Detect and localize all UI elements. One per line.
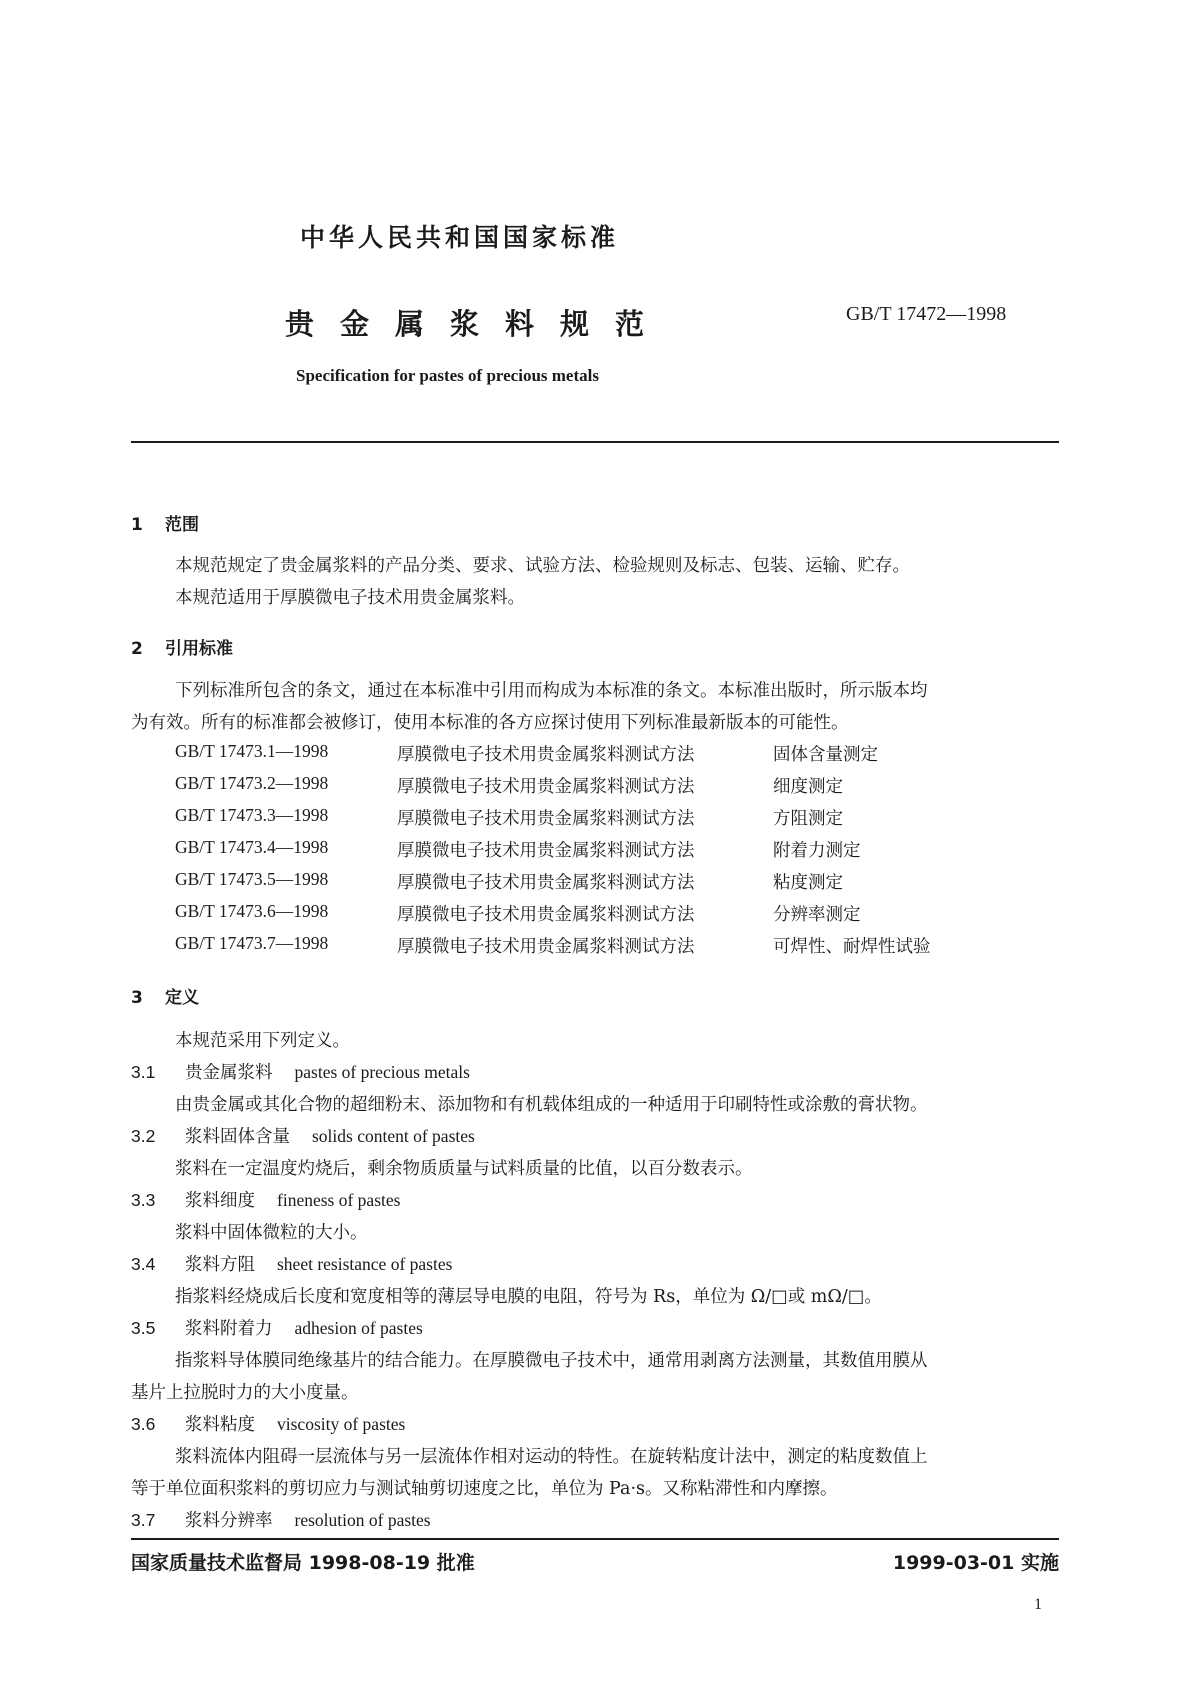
section-1-heading bbox=[131, 510, 199, 535]
reference-code: GB/T 17473.3—1998 bbox=[175, 805, 329, 825]
reference-code: GB/T 17473.1—1998 bbox=[175, 741, 329, 761]
definition-heading bbox=[131, 1507, 431, 1532]
section-2-paragraph-line-1: 下列标准所包含的条文，通过在本标准中引用而构成为本标准的条文。本标准出版时，所示版本均 bbox=[175, 681, 928, 701]
definition-term-en: fineness of pastes bbox=[277, 1190, 401, 1210]
reference-test: 细度测定 bbox=[773, 777, 843, 797]
definition-text: 浆料在一定温度灼烧后，剩余物质质量与试料质量的比值，以百分数表示。 bbox=[175, 1159, 753, 1179]
approval-date: 国家质量技术监督局 1998-08-19 批准 bbox=[131, 1552, 475, 1574]
definition-term-en: pastes of precious metals bbox=[294, 1062, 470, 1082]
section-2-paragraph-line-2: 为有效。所有的标准都会被修订，使用本标准的各方应探讨使用下列标准最新版本的可能性。 bbox=[131, 713, 849, 733]
definition-heading bbox=[131, 1251, 452, 1276]
section-title: 引用标准 bbox=[165, 639, 233, 659]
section-2-heading bbox=[131, 634, 233, 659]
definition-heading bbox=[131, 1123, 475, 1148]
definition-number: 3.1 bbox=[131, 1062, 156, 1082]
reference-test: 固体含量测定 bbox=[773, 745, 878, 765]
section-number: 3 bbox=[131, 988, 143, 1008]
definition-term-en: solids content of pastes bbox=[312, 1126, 475, 1146]
section-1-paragraph-2: 本规范适用于厚膜微电子技术用贵金属浆料。 bbox=[175, 588, 525, 608]
document-title-cn: 贵金属浆料规范 bbox=[285, 307, 671, 341]
definition-text: 浆料中固体微粒的大小。 bbox=[175, 1223, 368, 1243]
section-number: 1 bbox=[131, 515, 143, 535]
definition-number: 3.7 bbox=[131, 1510, 156, 1530]
national-standard-heading: 中华人民共和国国家标准 bbox=[300, 223, 620, 252]
reference-title: 厚膜微电子技术用贵金属浆料测试方法 bbox=[397, 873, 695, 893]
definition-term: 浆料附着力 bbox=[185, 1319, 273, 1339]
definition-text-continued: 基片上拉脱时力的大小度量。 bbox=[131, 1383, 359, 1403]
definition-text: 指浆料导体膜同绝缘基片的结合能力。在厚膜微电子技术中，通常用剥离方法测量，其数值用膜从 bbox=[175, 1351, 928, 1371]
header-divider bbox=[131, 441, 1059, 443]
reference-test: 附着力测定 bbox=[773, 841, 861, 861]
reference-test: 分辨率测定 bbox=[773, 905, 861, 925]
definition-term: 浆料方阻 bbox=[185, 1255, 255, 1275]
definition-term-en: viscosity of pastes bbox=[277, 1414, 406, 1434]
reference-title: 厚膜微电子技术用贵金属浆料测试方法 bbox=[397, 745, 695, 765]
section-title: 范围 bbox=[165, 515, 199, 535]
section-3-intro: 本规范采用下列定义。 bbox=[175, 1031, 350, 1051]
definition-text: 浆料流体内阻碍一层流体与另一层流体作相对运动的特性。在旋转粘度计法中，测定的粘度数值上 bbox=[175, 1447, 928, 1467]
definition-term: 浆料粘度 bbox=[185, 1415, 255, 1435]
reference-code: GB/T 17473.7—1998 bbox=[175, 933, 329, 953]
implementation-date: 1999-03-01 实施 bbox=[892, 1552, 1059, 1574]
definition-term-en: resolution of pastes bbox=[294, 1510, 431, 1530]
definition-text-continued: 等于单位面积浆料的剪切应力与测试轴剪切速度之比，单位为 Pa·s。又称粘滞性和内摩擦。 bbox=[131, 1479, 838, 1499]
definition-text: 由贵金属或其化合物的超细粉末、添加物和有机载体组成的一种适用于印刷特性或涂敷的膏状物。 bbox=[175, 1095, 928, 1115]
reference-title: 厚膜微电子技术用贵金属浆料测试方法 bbox=[397, 777, 695, 797]
definition-term-en: adhesion of pastes bbox=[294, 1318, 423, 1338]
reference-code: GB/T 17473.6—1998 bbox=[175, 901, 329, 921]
reference-test: 粘度测定 bbox=[773, 873, 843, 893]
section-3-heading bbox=[131, 983, 199, 1008]
definition-term: 贵金属浆料 bbox=[185, 1063, 273, 1083]
definition-term: 浆料固体含量 bbox=[185, 1127, 290, 1147]
reference-test: 可焊性、耐焊性试验 bbox=[773, 937, 931, 957]
definition-number: 3.4 bbox=[131, 1254, 156, 1274]
reference-title: 厚膜微电子技术用贵金属浆料测试方法 bbox=[397, 809, 695, 829]
definition-number: 3.5 bbox=[131, 1318, 156, 1338]
definition-number: 3.6 bbox=[131, 1414, 156, 1434]
definition-number: 3.2 bbox=[131, 1126, 156, 1146]
definition-term: 浆料分辨率 bbox=[185, 1511, 273, 1531]
footer-divider bbox=[131, 1538, 1059, 1540]
definition-heading bbox=[131, 1411, 405, 1436]
definition-heading bbox=[131, 1059, 470, 1084]
definition-term-en: sheet resistance of pastes bbox=[277, 1254, 453, 1274]
definition-text: 指浆料经烧成后长度和宽度相等的薄层导电膜的电阻，符号为 Rs，单位为 Ω/□或 mΩ/□。 bbox=[175, 1287, 882, 1307]
section-1-paragraph-1: 本规范规定了贵金属浆料的产品分类、要求、试验方法、检验规则及标志、包装、运输、贮存。 bbox=[175, 556, 910, 576]
reference-title: 厚膜微电子技术用贵金属浆料测试方法 bbox=[397, 841, 695, 861]
definition-heading bbox=[131, 1187, 400, 1212]
standard-number: GB/T 17472—1998 bbox=[846, 303, 1007, 325]
definition-term: 浆料细度 bbox=[185, 1191, 255, 1211]
definition-number: 3.3 bbox=[131, 1190, 156, 1210]
definition-heading bbox=[131, 1315, 423, 1340]
page-number: 1 bbox=[1034, 1596, 1042, 1613]
document-title-en: Specification for pastes of precious metals bbox=[296, 366, 599, 385]
reference-code: GB/T 17473.5—1998 bbox=[175, 869, 329, 889]
section-number: 2 bbox=[131, 639, 143, 659]
reference-test: 方阻测定 bbox=[773, 809, 843, 829]
reference-code: GB/T 17473.2—1998 bbox=[175, 773, 329, 793]
reference-title: 厚膜微电子技术用贵金属浆料测试方法 bbox=[397, 937, 695, 957]
section-title: 定义 bbox=[165, 988, 199, 1008]
reference-title: 厚膜微电子技术用贵金属浆料测试方法 bbox=[397, 905, 695, 925]
reference-code: GB/T 17473.4—1998 bbox=[175, 837, 329, 857]
